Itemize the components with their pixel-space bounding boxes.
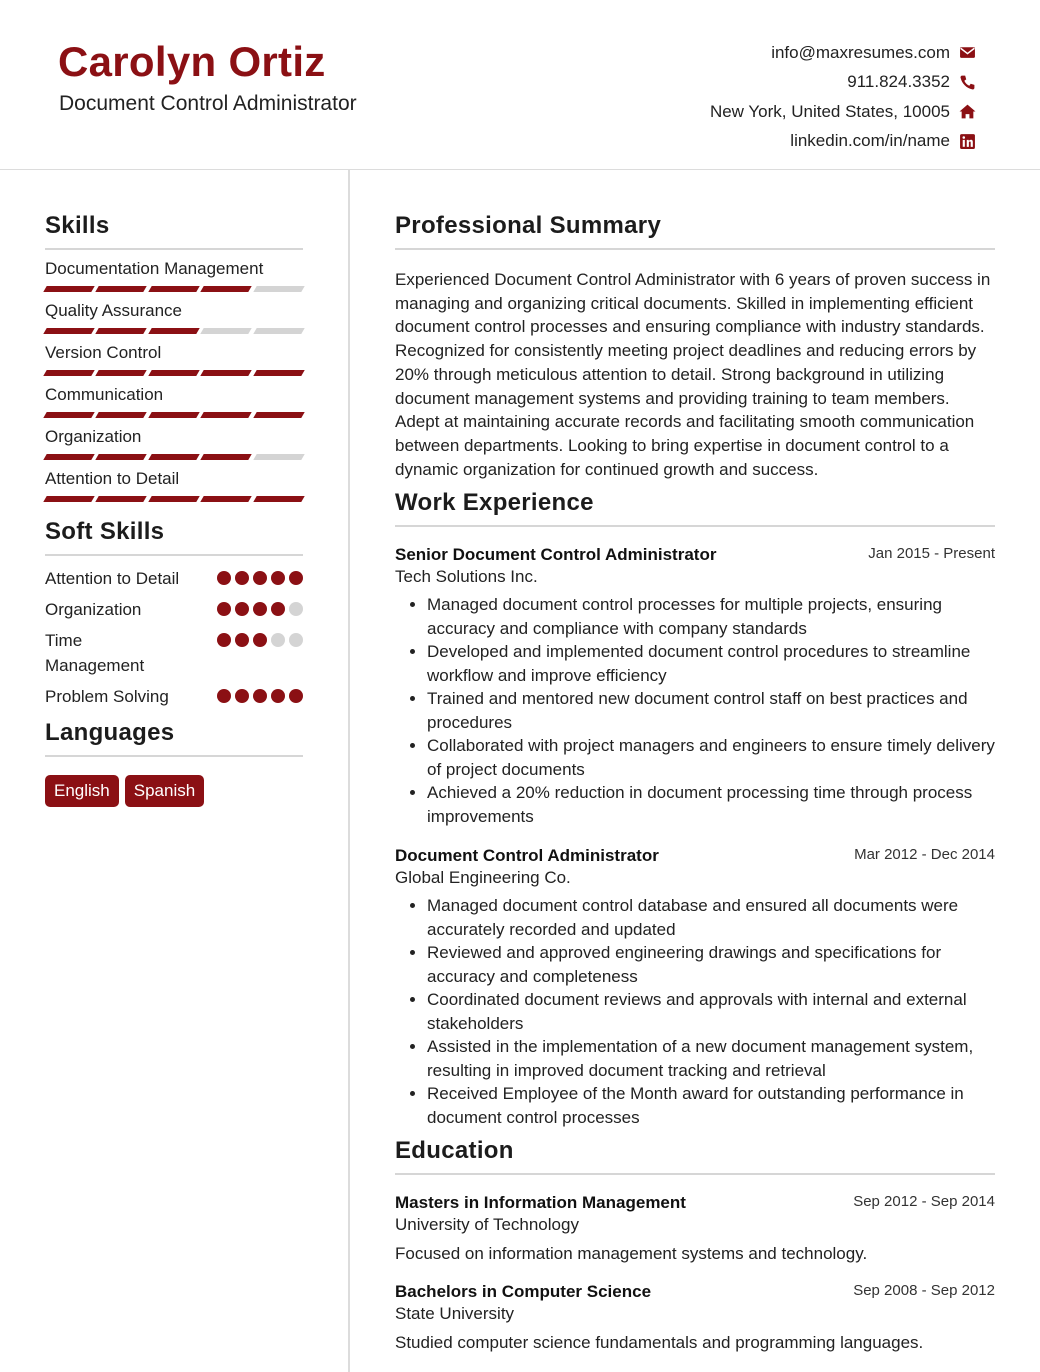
skill-level-bar bbox=[45, 454, 303, 460]
skill-level-bar bbox=[45, 412, 303, 418]
job-entry bbox=[395, 545, 995, 828]
education-date: Sep 2012 - Sep 2014 bbox=[853, 1193, 995, 1211]
language-badge: English bbox=[45, 775, 119, 807]
job-company: Global Engineering Co. bbox=[395, 868, 571, 888]
job-header bbox=[395, 846, 995, 866]
soft-skill-rating bbox=[217, 571, 303, 585]
contact-phone-text[interactable]: 911.824.3352 bbox=[847, 72, 950, 92]
skill-level-segment bbox=[200, 328, 252, 334]
education-date: Sep 2008 - Sep 2012 bbox=[853, 1282, 995, 1300]
left-column bbox=[45, 212, 303, 807]
skill-level-segment bbox=[253, 370, 305, 376]
right-column bbox=[395, 212, 995, 1353]
skill-level-segment bbox=[148, 328, 200, 334]
skill-level-segment bbox=[253, 454, 305, 460]
skill-level-segment bbox=[148, 370, 200, 376]
skill-level-segment bbox=[43, 496, 95, 502]
education-header bbox=[395, 1193, 995, 1213]
education-description: Studied computer science fundamentals and programming languages. bbox=[395, 1333, 924, 1353]
rating-dot bbox=[271, 633, 285, 647]
jobs-list bbox=[395, 545, 995, 1129]
phone-icon bbox=[958, 73, 976, 91]
soft-skill-item bbox=[45, 628, 303, 678]
job-bullet: • Coordinated document reviews and approvals with internal and external stakeholders bbox=[427, 988, 995, 1035]
contact-email-text[interactable]: info@maxresumes.com bbox=[771, 42, 950, 62]
education-degree: Bachelors in Computer Science bbox=[395, 1282, 652, 1302]
job-company: Tech Solutions Inc. bbox=[395, 567, 538, 587]
rating-dot bbox=[217, 571, 231, 585]
home-icon bbox=[958, 103, 976, 121]
rating-dot bbox=[235, 571, 249, 585]
job-bullet: • Managed document control processes for multiple projects, ensuring accuracy and compliance with company standards bbox=[427, 593, 995, 640]
rating-dot bbox=[217, 633, 231, 647]
soft-skill-item bbox=[45, 684, 303, 709]
skill-item bbox=[45, 258, 303, 292]
skill-level-segment bbox=[96, 286, 148, 292]
job-title: Senior Document Control Administrator bbox=[395, 545, 717, 565]
summary-text: Experienced Document Control Administrator with 6 years of proven success in managing and organizing critical documents. Skilled in implementing efficient document control processes and ensuring compliance with industry standards. Recognized for consistently meeting project deadlines and reducing errors by 20% through meticulous attention to detail. Strong background in utilizing document management systems and providing training to team members. Adept at maintaining accurate records and facilitating smooth communication between departments. Looking to bring expertise in document control to a dynamic organization for continued growth and success. bbox=[395, 270, 991, 479]
skill-level-bar bbox=[45, 370, 303, 376]
education-entry bbox=[395, 1282, 995, 1353]
rating-dot bbox=[217, 602, 231, 616]
job-bullet: • Trained and mentored new document control staff on best practices and procedures bbox=[427, 687, 995, 734]
soft-skill-item bbox=[45, 597, 303, 622]
skill-level-segment bbox=[96, 370, 148, 376]
skill-name: Communication bbox=[45, 385, 164, 404]
rating-dot bbox=[253, 602, 267, 616]
skill-level-segment bbox=[148, 454, 200, 460]
skill-item bbox=[45, 468, 303, 502]
job-bullet: • Managed document control database and ensured all documents were accurately recorded and updated bbox=[427, 894, 995, 941]
job-header bbox=[395, 545, 995, 565]
education-description: Focused on information management systems and technology. bbox=[395, 1244, 868, 1264]
language-badge: Spanish bbox=[125, 775, 204, 807]
rating-dot bbox=[235, 633, 249, 647]
job-entry bbox=[395, 846, 995, 1129]
skill-level-bar bbox=[45, 286, 303, 292]
skill-level-segment bbox=[253, 328, 305, 334]
skill-level-segment bbox=[200, 454, 252, 460]
skill-level-segment bbox=[200, 370, 252, 376]
linkedin-icon bbox=[958, 132, 976, 150]
skill-level-bar bbox=[45, 328, 303, 334]
skill-name: Quality Assurance bbox=[45, 301, 183, 320]
education-school: University of Technology bbox=[395, 1215, 579, 1235]
contact-linkedin-text[interactable]: linkedin.com/in/name bbox=[790, 131, 950, 151]
job-bullets bbox=[395, 894, 995, 1129]
skill-level-segment bbox=[43, 454, 95, 460]
skill-level-segment bbox=[148, 286, 200, 292]
skill-level-segment bbox=[96, 328, 148, 334]
envelope-icon bbox=[958, 44, 976, 62]
job-bullets bbox=[395, 593, 995, 828]
resume-header bbox=[0, 0, 1040, 170]
rating-dot bbox=[271, 602, 285, 616]
contact-address-text: New York, United States, 10005 bbox=[709, 101, 950, 121]
skill-name: Version Control bbox=[45, 343, 162, 362]
job-bullet: • Received Employee of the Month award for outstanding performance in document control processes bbox=[427, 1082, 995, 1129]
job-bullet: • Reviewed and approved engineering drawings and specifications for accuracy and completeness bbox=[427, 941, 995, 988]
candidate-name: Carolyn Ortiz bbox=[58, 38, 326, 85]
contact-phone[interactable] bbox=[710, 68, 976, 98]
job-bullet: • Developed and implemented document control procedures to streamline workflow and improve efficiency bbox=[427, 640, 995, 687]
candidate-title: Document Control Administrator bbox=[59, 92, 357, 115]
soft-skill-rating bbox=[217, 633, 303, 647]
job-bullet: • Assisted in the implementation of a new document management system, resulting in improved document tracking and retrieval bbox=[427, 1035, 995, 1082]
skill-level-segment bbox=[43, 286, 95, 292]
skill-name: Organization bbox=[45, 427, 142, 446]
skills-heading: Skills bbox=[45, 212, 303, 250]
contact-email[interactable] bbox=[710, 38, 976, 68]
rating-dot bbox=[253, 633, 267, 647]
skill-name: Attention to Detail bbox=[45, 469, 180, 488]
skill-item bbox=[45, 384, 303, 418]
rating-dot bbox=[253, 571, 267, 585]
skill-level-segment bbox=[43, 412, 95, 418]
skill-level-segment bbox=[96, 496, 148, 502]
job-bullet: • Collaborated with project managers and engineers to ensure timely delivery of project documents bbox=[427, 734, 995, 781]
soft-skills-heading: Soft Skills bbox=[45, 518, 303, 556]
skill-level-segment bbox=[253, 412, 305, 418]
languages-heading: Languages bbox=[45, 719, 303, 757]
skill-level-segment bbox=[200, 412, 252, 418]
skill-level-segment bbox=[43, 328, 95, 334]
contact-list bbox=[710, 38, 976, 156]
soft-skill-name: Organization bbox=[45, 600, 142, 619]
skill-level-segment bbox=[200, 286, 252, 292]
rating-dot bbox=[289, 689, 303, 703]
skill-level-bar bbox=[45, 496, 303, 502]
education-degree: Masters in Information Management bbox=[395, 1193, 686, 1213]
job-date: Jan 2015 - Present bbox=[868, 545, 995, 563]
rating-dot bbox=[235, 602, 249, 616]
education-heading: Education bbox=[395, 1137, 995, 1175]
education-list bbox=[395, 1193, 995, 1353]
soft-skill-name: Attention to Detail bbox=[45, 569, 180, 588]
languages-list bbox=[45, 775, 303, 807]
skill-level-segment bbox=[43, 370, 95, 376]
soft-skill-item bbox=[45, 566, 303, 591]
rating-dot bbox=[289, 571, 303, 585]
soft-skill-name: Time Management bbox=[45, 631, 145, 675]
job-date: Mar 2012 - Dec 2014 bbox=[854, 846, 995, 864]
skill-level-segment bbox=[148, 496, 200, 502]
education-entry bbox=[395, 1193, 995, 1264]
rating-dot bbox=[271, 571, 285, 585]
rating-dot bbox=[253, 689, 267, 703]
job-title: Document Control Administrator bbox=[395, 846, 659, 866]
experience-heading: Work Experience bbox=[395, 489, 995, 527]
rating-dot bbox=[289, 633, 303, 647]
education-header bbox=[395, 1282, 995, 1302]
skill-item bbox=[45, 426, 303, 460]
soft-skill-rating bbox=[217, 689, 303, 703]
skill-level-segment bbox=[200, 496, 252, 502]
contact-address bbox=[710, 97, 976, 127]
skill-level-segment bbox=[96, 412, 148, 418]
skill-level-segment bbox=[96, 454, 148, 460]
contact-linkedin[interactable] bbox=[710, 127, 976, 157]
skill-level-segment bbox=[253, 286, 305, 292]
education-school: State University bbox=[395, 1304, 515, 1324]
skill-name: Documentation Management bbox=[45, 259, 264, 278]
column-divider bbox=[348, 170, 350, 1372]
skill-item bbox=[45, 342, 303, 376]
summary-heading: Professional Summary bbox=[395, 212, 995, 250]
soft-skill-rating bbox=[217, 602, 303, 616]
rating-dot bbox=[289, 602, 303, 616]
soft-skills-list bbox=[45, 566, 303, 709]
skills-list bbox=[45, 258, 303, 502]
soft-skill-name: Problem Solving bbox=[45, 687, 169, 706]
job-bullet: • Achieved a 20% reduction in document processing time through process improvements bbox=[427, 781, 995, 828]
rating-dot bbox=[217, 689, 231, 703]
rating-dot bbox=[271, 689, 285, 703]
rating-dot bbox=[235, 689, 249, 703]
skill-level-segment bbox=[148, 412, 200, 418]
skill-level-segment bbox=[253, 496, 305, 502]
skill-item bbox=[45, 300, 303, 334]
